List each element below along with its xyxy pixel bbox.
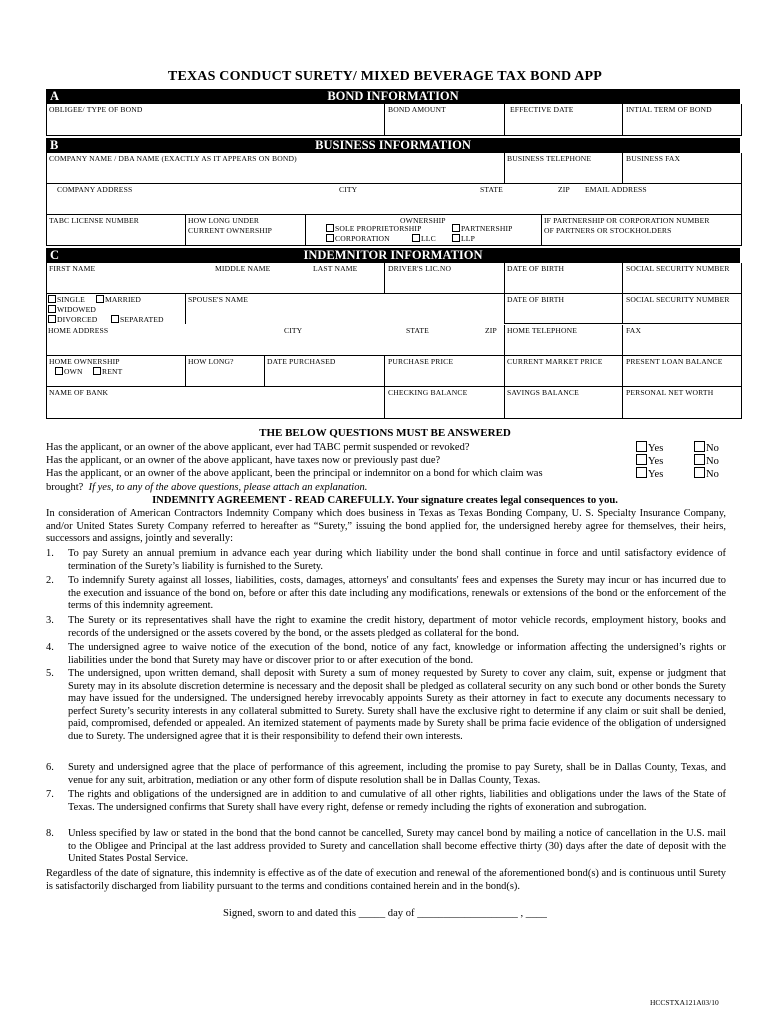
sole-prop-label: SOLE PROPRIETORSHIP bbox=[335, 224, 422, 233]
bond-amount-label: BOND AMOUNT bbox=[388, 105, 446, 114]
q2-yes[interactable] bbox=[636, 454, 663, 468]
llp-checkbox[interactable] bbox=[452, 234, 460, 242]
section-c-header bbox=[46, 248, 740, 263]
q1-yes-label: Yes bbox=[648, 443, 664, 454]
initial-term-label: INTIAL TERM OF BOND bbox=[626, 105, 712, 114]
obligee-field[interactable] bbox=[47, 104, 384, 135]
agreement-item-2 bbox=[46, 575, 726, 613]
effective-date-field[interactable] bbox=[504, 104, 622, 135]
partners-count-field[interactable] bbox=[541, 215, 741, 245]
agreement-item-7 bbox=[46, 789, 726, 814]
sole-prop-checkbox[interactable] bbox=[326, 224, 334, 232]
drivers-lic-field[interactable] bbox=[384, 263, 504, 293]
date-purchased-field[interactable] bbox=[264, 356, 384, 386]
bank-name-field[interactable] bbox=[47, 387, 384, 418]
agreement-closing: Regardless of the date of signature, this indemnity is effective as of the date of execution and renewal of the aforementioned bond(s) and is continuous until Surety is satisfactorily discharged from liability pursuant to the terms and conditions contained herein and in the bond(s). bbox=[46, 868, 726, 892]
how-long-label-1: HOW LONG UNDER bbox=[188, 216, 260, 225]
marital-status-field bbox=[47, 294, 185, 324]
partnership-option[interactable] bbox=[452, 224, 513, 233]
q2-no[interactable] bbox=[694, 454, 719, 468]
corporation-checkbox[interactable] bbox=[326, 234, 334, 242]
question-3-end: brought? bbox=[46, 482, 84, 493]
home-zip-label: ZIP bbox=[485, 326, 497, 335]
q3-yes-label: Yes bbox=[648, 469, 664, 480]
section-a-letter: A bbox=[50, 89, 60, 103]
agreement-heading: INDEMNITY AGREEMENT - READ CAREFULLY. Your signature creates legal consequences to you. bbox=[152, 495, 618, 506]
how-long-label-2: CURRENT OWNERSHIP bbox=[188, 226, 273, 235]
ownership-label: OWNERSHIP bbox=[400, 216, 446, 225]
item-number: 4. bbox=[46, 642, 54, 653]
question-1: Has the applicant, or an owner of the above applicant, ever had TABC permit suspended or revoked? bbox=[46, 442, 470, 453]
indemnitor-row-2 bbox=[47, 294, 741, 324]
company-name-label: COMPANY NAME / DBA NAME (EXACTLY AS IT APPEARS ON BOND) bbox=[49, 154, 297, 163]
ssn-field[interactable] bbox=[622, 263, 741, 293]
item-text: Surety and undersigned agree that the place of performance of this agreement, including the promise to pay Surety, shall be in Dallas County, Texas, and venue for any suit, arbitration, mediation or any other form of dispute resolution shall be in Dallas County, Texas. bbox=[68, 762, 726, 786]
llc-option[interactable] bbox=[412, 234, 436, 243]
home-address-label: HOME ADDRESS bbox=[48, 326, 109, 335]
rent-checkbox[interactable] bbox=[93, 367, 101, 375]
llp-label: LLP bbox=[461, 234, 475, 243]
q3-yes[interactable] bbox=[636, 467, 663, 481]
rent-label: RENT bbox=[102, 367, 123, 376]
own-option[interactable] bbox=[55, 367, 83, 376]
bank-name-label: NAME OF BANK bbox=[49, 388, 109, 397]
q2-yes-label: Yes bbox=[648, 456, 664, 467]
ssn-label: SOCIAL SECURITY NUMBER bbox=[626, 264, 730, 273]
loan-balance-label: PRESENT LOAN BALANCE bbox=[626, 357, 723, 366]
tabc-license-label: TABC LICENSE NUMBER bbox=[49, 216, 139, 225]
checking-field[interactable] bbox=[384, 387, 504, 418]
checking-label: CHECKING BALANCE bbox=[388, 388, 468, 397]
widowed-option[interactable] bbox=[48, 305, 96, 314]
item-number: 8. bbox=[46, 828, 54, 839]
dob-field[interactable] bbox=[504, 263, 622, 293]
item-text: To indemnify Surety against all losses, liabilities, costs, damages, attorneys' and consultants' fees and expenses the Surety may incur or has incurred due to the execution and issuance of the bond on, before or after this date including any modifications, renewals or extensions of the bond or the enforcement of the terms of this indemnity agreement. bbox=[68, 575, 726, 612]
market-price-label: CURRENT MARKET PRICE bbox=[507, 357, 603, 366]
item-text: The undersigned, upon written demand, shall deposit with Surety a sum of money requested by Surety to cover any claim, suit, expense or judgment that Surety may in its absolute discretion determine is necessary and the deposit shall be pledged as collateral security on any such bond or other bonds the Surety may have issued for the undersigned. The undersigned hereby irrevocably appoints Surety as their attorney in fact to execute any documents necessary to perfect Surety’s security interests in any collateral submitted to Surety. Surety shall have the exclusive right to determine if any claim or suit shall be denied, paid, compromised, defended or appealed. An itemized statement of payments made by Surety shall be prima facie evidence of the obligation of undersigned due to Surety. The undersigned agree that it is their responsibility to defend their own interests. bbox=[68, 668, 726, 742]
company-state-label: STATE bbox=[480, 185, 503, 194]
rent-option[interactable] bbox=[93, 367, 122, 376]
questions-heading: THE BELOW QUESTIONS MUST BE ANSWERED bbox=[259, 427, 511, 439]
question-2: Has the applicant, or an owner of the above applicant, have taxes now or previously past due? bbox=[46, 455, 441, 466]
married-label: MARRIED bbox=[105, 295, 142, 304]
item-number: 6. bbox=[46, 762, 54, 773]
sole-prop-option[interactable] bbox=[326, 224, 421, 233]
married-checkbox[interactable] bbox=[96, 295, 104, 303]
business-telephone-field[interactable] bbox=[504, 153, 622, 183]
indemnitor-row-3 bbox=[47, 325, 741, 356]
llc-label: LLC bbox=[421, 234, 436, 243]
purchase-price-field[interactable] bbox=[384, 356, 504, 386]
indemnitor-info-grid bbox=[46, 263, 742, 419]
section-b-header bbox=[46, 138, 740, 153]
q1-no[interactable] bbox=[694, 441, 719, 455]
widowed-checkbox[interactable] bbox=[48, 305, 56, 313]
item-number: 5. bbox=[46, 668, 54, 679]
agreement-item-8 bbox=[46, 828, 726, 866]
business-telephone-label: BUSINESS TELEPHONE bbox=[507, 154, 592, 163]
explanation-note: If yes, to any of the above questions, please attach an explanation. bbox=[88, 482, 368, 493]
single-label: SINGLE bbox=[57, 295, 85, 304]
item-number: 3. bbox=[46, 615, 54, 626]
llc-checkbox[interactable] bbox=[412, 234, 420, 242]
last-name-label: LAST NAME bbox=[313, 264, 358, 273]
business-info-grid bbox=[46, 153, 742, 246]
own-label: OWN bbox=[64, 367, 83, 376]
q3-no[interactable] bbox=[694, 467, 719, 481]
item-text: To pay Surety an annual premium in advance each year during which liability under the bond shall continue in force and until satisfactory evidence of termination of the Surety’s liability is furnished to the Surety. bbox=[68, 548, 726, 572]
question-3-cont bbox=[46, 481, 367, 494]
question-3: Has the applicant, or an owner of the above applicant, been the principal or indemnitor on a bond for which claim was bbox=[46, 468, 543, 479]
how-long-label: HOW LONG? bbox=[188, 357, 234, 366]
obligee-label: OBLIGEE/ TYPE OF BOND bbox=[49, 105, 143, 114]
widowed-label: WIDOWED bbox=[57, 305, 97, 314]
home-telephone-label: HOME TELEPHONE bbox=[507, 326, 578, 335]
q2-no-label: No bbox=[706, 456, 719, 467]
section-a-heading: BOND INFORMATION bbox=[327, 89, 459, 103]
divorced-checkbox[interactable] bbox=[48, 315, 56, 323]
page-title: TEXAS CONDUCT SURETY/ MIXED BEVERAGE TAX BOND APP bbox=[167, 69, 603, 84]
indemnitor-row-5 bbox=[47, 387, 741, 419]
section-a-header bbox=[46, 89, 740, 104]
company-address-label: COMPANY ADDRESS bbox=[57, 185, 133, 194]
q3-yes-checkbox[interactable] bbox=[636, 467, 647, 478]
divorced-label: DIVORCED bbox=[57, 315, 98, 324]
indemnitor-row-1 bbox=[47, 263, 741, 294]
indemnitor-row-4 bbox=[47, 356, 741, 387]
partnership-checkbox[interactable] bbox=[452, 224, 460, 232]
how-long-field[interactable] bbox=[185, 356, 264, 386]
business-fax-field[interactable] bbox=[622, 153, 741, 183]
agreement-item-1 bbox=[46, 548, 726, 573]
single-checkbox[interactable] bbox=[48, 295, 56, 303]
net-worth-label: PERSONAL NET WORTH bbox=[626, 388, 714, 397]
q2-no-checkbox[interactable] bbox=[694, 454, 705, 465]
drivers-lic-label: DRIVER'S LIC.NO bbox=[388, 264, 452, 273]
section-b-letter: B bbox=[50, 138, 59, 152]
spouse-name-label: SPOUSE'S NAME bbox=[188, 295, 249, 304]
q3-no-checkbox[interactable] bbox=[694, 467, 705, 478]
bond-amount-field[interactable] bbox=[384, 104, 504, 135]
single-option[interactable] bbox=[48, 295, 85, 304]
corporation-option[interactable] bbox=[326, 234, 390, 243]
item-text: The undersigned agree to waive notice of the execution of the bond, notice of any fact, knowledge or information affecting the undersigned’s rights or liabilities under the bond that Surety may have or discover prior to or after execution of the bond. bbox=[68, 642, 726, 666]
signature-line[interactable]: Signed, sworn to and dated this _____ day of ___________________ , ____ bbox=[223, 908, 547, 919]
tabc-license-field[interactable] bbox=[47, 215, 185, 245]
separated-checkbox[interactable] bbox=[111, 315, 119, 323]
own-checkbox[interactable] bbox=[55, 367, 63, 375]
q1-yes-checkbox[interactable] bbox=[636, 441, 647, 452]
market-price-field[interactable] bbox=[504, 356, 622, 386]
business-row-3 bbox=[47, 215, 741, 246]
agreement-item-6 bbox=[46, 762, 726, 787]
fax-field[interactable] bbox=[622, 325, 741, 355]
partners-label-1: IF PARTNERSHIP OR CORPORATION NUMBER bbox=[544, 216, 710, 225]
net-worth-field[interactable] bbox=[622, 387, 741, 418]
separated-label: SEPARATED bbox=[120, 315, 164, 324]
company-email-label: EMAIL ADDRESS bbox=[585, 185, 647, 194]
home-address-field[interactable] bbox=[47, 325, 504, 355]
savings-label: SAVINGS BALANCE bbox=[507, 388, 579, 397]
purchase-price-label: PURCHASE PRICE bbox=[388, 357, 454, 366]
company-zip-label: ZIP bbox=[558, 185, 570, 194]
q1-yes[interactable] bbox=[636, 441, 663, 455]
initial-term-field[interactable] bbox=[622, 104, 741, 135]
savings-field[interactable] bbox=[504, 387, 622, 418]
spouse-ssn-label: SOCIAL SECURITY NUMBER bbox=[626, 295, 730, 304]
fax-label: FAX bbox=[626, 326, 642, 335]
item-number: 7. bbox=[46, 789, 54, 800]
spouse-dob-field[interactable] bbox=[504, 294, 622, 324]
item-text: The rights and obligations of the undersigned are in addition to and cumulative of all other rights, liabilities and obligations under the laws of the State of Texas. The undersigned confirms that Surety shall have every right, defense or remedy including the rights of exoneration and subrogation. bbox=[68, 789, 726, 813]
home-state-label: STATE bbox=[406, 326, 429, 335]
first-name-label: FIRST NAME bbox=[49, 264, 96, 273]
q1-no-label: No bbox=[706, 443, 719, 454]
section-c-heading: INDEMNITOR INFORMATION bbox=[303, 248, 483, 262]
business-row-2 bbox=[47, 184, 741, 215]
divorced-option[interactable] bbox=[48, 315, 97, 324]
home-telephone-field[interactable] bbox=[504, 325, 622, 355]
agreement-intro: In consideration of American Contractors Indemnity Company which does business in Texas as Texas Bonding Company, U. S. Specialty Insurance Company, and/or United States Surety Company referred to hereafter as “Surety,” issuing the bond applied for, the undersigned hereby agree for themselves, their heirs, successors and assigns, jointly and severally: bbox=[46, 508, 726, 545]
ownership-field bbox=[305, 215, 541, 245]
separated-option[interactable] bbox=[111, 315, 164, 324]
q1-no-checkbox[interactable] bbox=[694, 441, 705, 452]
business-row-1 bbox=[47, 153, 741, 184]
spouse-dob-label: DATE OF BIRTH bbox=[507, 295, 565, 304]
item-number: 2. bbox=[46, 575, 54, 586]
corporation-label: CORPORATION bbox=[335, 234, 390, 243]
partners-label-2: OF PARTNERS OR STOCKHOLDERS bbox=[544, 226, 672, 235]
effective-date-label: EFFECTIVE DATE bbox=[510, 105, 574, 114]
business-fax-label: BUSINESS FAX bbox=[626, 154, 681, 163]
bond-info-row bbox=[47, 104, 741, 136]
q3-no-label: No bbox=[706, 469, 719, 480]
company-address-field[interactable] bbox=[47, 184, 741, 214]
home-ownership-field bbox=[47, 356, 185, 386]
home-city-label: CITY bbox=[284, 326, 303, 335]
dob-label: DATE OF BIRTH bbox=[507, 264, 565, 273]
agreement-item-3 bbox=[46, 615, 726, 640]
agreement-item-5 bbox=[46, 668, 726, 744]
llp-option[interactable] bbox=[452, 234, 475, 243]
form-code: HCCSTXA121A03/10 bbox=[650, 998, 719, 1007]
q2-yes-checkbox[interactable] bbox=[636, 454, 647, 465]
partnership-label: PARTNERSHIP bbox=[461, 224, 513, 233]
section-b-heading: BUSINESS INFORMATION bbox=[315, 138, 471, 152]
company-city-label: CITY bbox=[339, 185, 358, 194]
middle-name-label: MIDDLE NAME bbox=[215, 264, 271, 273]
spouse-ssn-field[interactable] bbox=[622, 294, 741, 324]
company-name-field[interactable] bbox=[47, 153, 504, 183]
item-number: 1. bbox=[46, 548, 54, 559]
spouse-name-field[interactable] bbox=[185, 294, 504, 324]
section-c-letter: C bbox=[50, 248, 60, 262]
how-long-ownership-field[interactable] bbox=[185, 215, 305, 245]
home-ownership-label: HOME OWNERSHIP bbox=[49, 357, 120, 366]
date-purchased-label: DATE PURCHASED bbox=[267, 357, 336, 366]
loan-balance-field[interactable] bbox=[622, 356, 741, 386]
name-field[interactable] bbox=[47, 263, 384, 293]
item-text: Unless specified by law or stated in the bond that the bond cannot be cancelled, Surety may cancel bond by mailing a notice of cancellation in the U.S. mail to the Obligee and Principal at the last address provided to Surety and cancellation shall become effective thirty (30) days after the date of deposit with the United States Postal Service. bbox=[68, 828, 726, 865]
bond-info-grid bbox=[46, 104, 742, 136]
item-text: The Surety or its representatives shall have the right to examine the credit history, department of motor vehicle records, employment history, books and records of the undersigned or the assets covered by the bond, or the assets pledged as collateral for the bond. bbox=[68, 615, 726, 639]
agreement-item-4 bbox=[46, 642, 726, 667]
married-option[interactable] bbox=[96, 295, 141, 304]
